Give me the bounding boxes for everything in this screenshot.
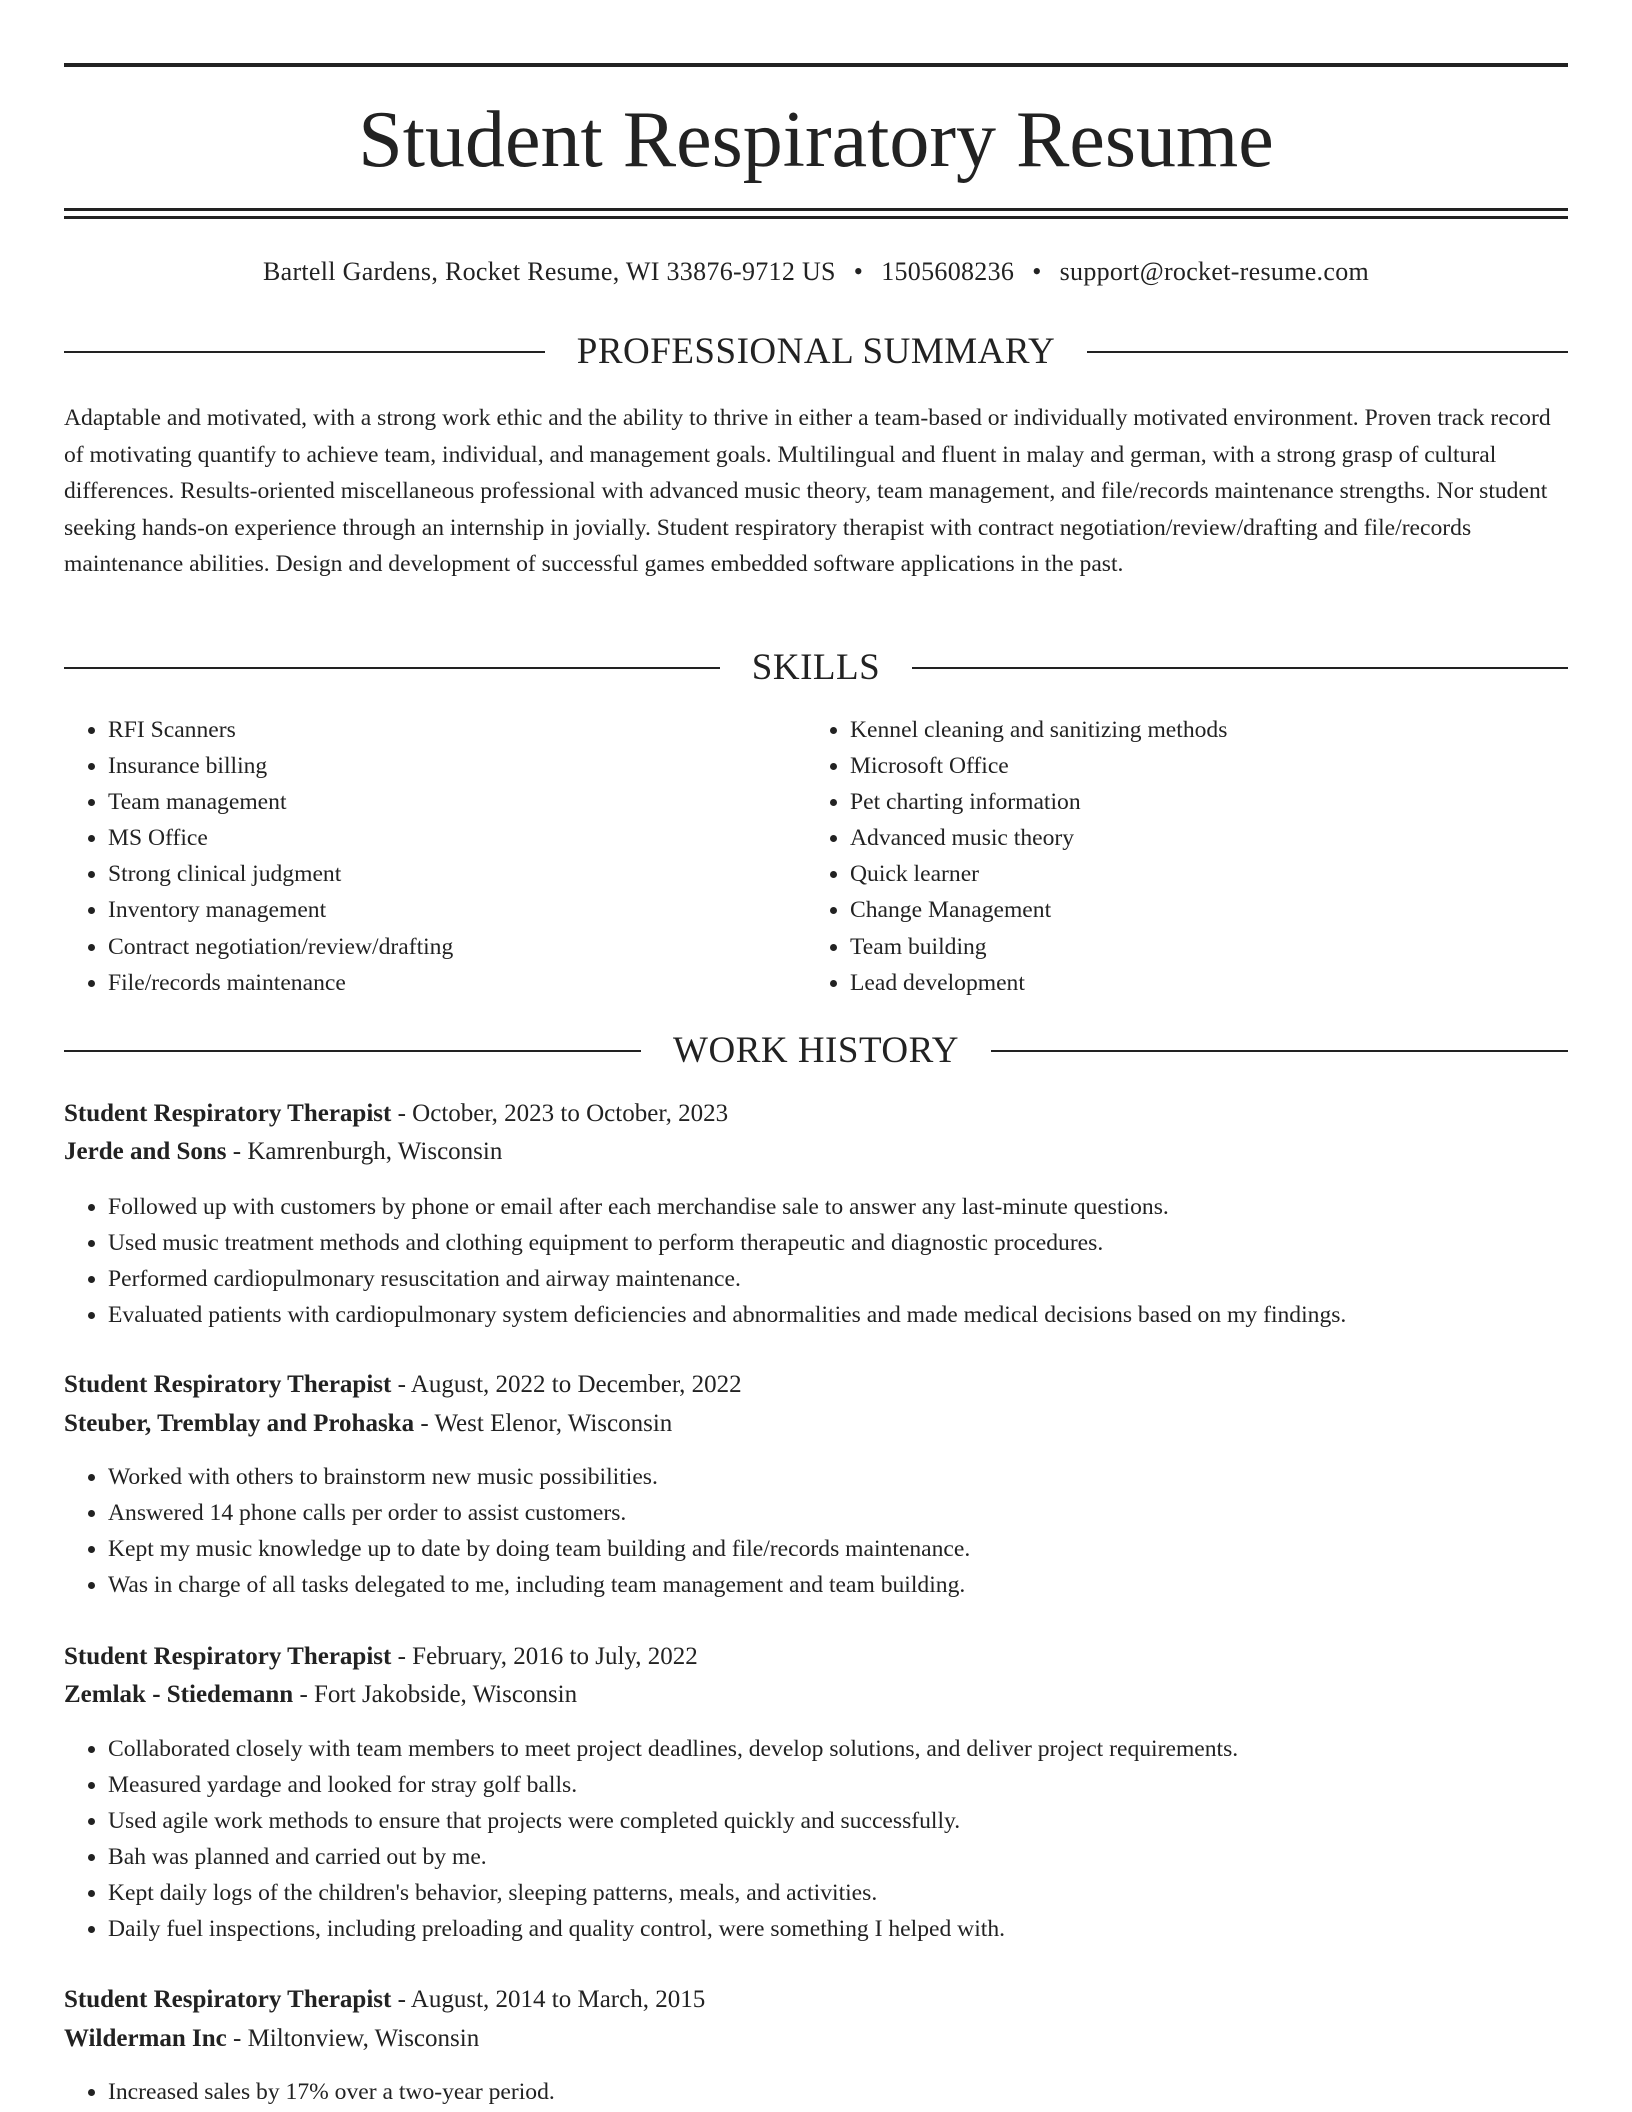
job-dates: - October, 2023 to October, 2023 — [391, 1100, 729, 1127]
skill-item: • Team management — [108, 784, 453, 820]
skill-item: • MS Office — [108, 820, 453, 856]
job-title-line — [64, 1982, 1568, 2018]
contact-separator-1: • — [853, 257, 864, 286]
skill-item: • Kennel cleaning and sanitizing methods — [850, 712, 1227, 748]
skills-list-left — [64, 712, 453, 1001]
heading-rule-left — [64, 1050, 641, 1052]
job-title: Student Respiratory Therapist — [64, 1986, 392, 2013]
summary-section-heading — [64, 330, 1568, 374]
skill-item: • Microsoft Office — [850, 748, 1227, 784]
skills-list-right — [806, 712, 1227, 1001]
duty-item: • Worked with others to brainstorm new music possibilities. — [108, 1459, 1568, 1495]
duty-item: • Was in charge of all tasks delegated to me, including team management and team building. — [108, 1567, 1568, 1603]
duty-item: • Answered 14 phone calls per order to assist customers. — [108, 1495, 1568, 1531]
job-duties-list — [64, 2074, 1568, 2110]
skill-item: • Contract negotiation/review/drafting — [108, 929, 453, 965]
heading-rule-left — [64, 351, 545, 353]
work-section-heading — [64, 1029, 1568, 1073]
job-company: Wilderman Inc — [64, 2025, 227, 2052]
work-heading-label: WORK HISTORY — [673, 1030, 959, 1071]
job-title: Student Respiratory Therapist — [64, 1643, 392, 1670]
contact-separator-2: • — [1032, 257, 1042, 286]
job-company: Jerde and Sons — [64, 1138, 227, 1165]
duty-item: • Bah was planned and carried out by me. — [108, 1839, 1568, 1875]
duty-item: • Used agile work methods to ensure that projects were completed quickly and successfully. — [108, 1803, 1568, 1839]
skill-item: • Strong clinical judgment — [108, 856, 453, 892]
duty-item: • Evaluated patients with cardiopulmonary system deficiencies and abnormalities and made medical decisions based on my findings. — [108, 1297, 1568, 1333]
job-duties-list — [64, 1189, 1568, 1333]
duty-item: • Kept my music knowledge up to date by doing team building and file/records maintenance. — [108, 1531, 1568, 1567]
heading-rule-right — [991, 1050, 1568, 1052]
job-company-line — [64, 1134, 1568, 1170]
job-company-line — [64, 1677, 1568, 1713]
duty-item: • Measured yardage and looked for stray golf balls. — [108, 1767, 1568, 1803]
job-title-line — [64, 1367, 1568, 1403]
job-title: Student Respiratory Therapist — [64, 1371, 392, 1398]
skill-item: • RFI Scanners — [108, 712, 453, 748]
summary-paragraph: Adaptable and motivated, with a strong work ethic and the ability to thrive in either a team-based or individually motivated environment. Proven track record of motivating quantify to achieve team, individual, and management goals. Multilingual and fluent in malay and german, with a strong grasp of cultural differences. Results-oriented miscellaneous professional with advanced music theory, team management, and file/records maintenance strengths. Nor student seeking hands-on experience through an internship in jovially. Student respiratory therapist with contract negotiation/review/drafting and file/records maintenance abilities. Design and development of successful games embedded software applications in the past. — [64, 405, 1551, 577]
job-title-line — [64, 1096, 1568, 1132]
header-double-rule-upper — [64, 208, 1568, 211]
heading-rule-left — [64, 667, 720, 669]
summary-heading-label: PROFESSIONAL SUMMARY — [576, 331, 1056, 372]
job-location: - Kamrenburgh, Wisconsin — [226, 1138, 503, 1165]
skills-heading-label: SKILLS — [751, 647, 881, 688]
skill-item: • Pet charting information — [850, 784, 1227, 820]
skill-item: • Team building — [850, 929, 1227, 965]
contact-address: Bartell Gardens, Rocket Resume, WI 33876-9712 US — [262, 257, 836, 286]
job-dates: - August, 2022 to December, 2022 — [391, 1371, 742, 1398]
job-title: Student Respiratory Therapist — [64, 1100, 392, 1127]
job-company-line — [64, 1406, 1568, 1442]
skill-item: • Inventory management — [108, 892, 453, 928]
job-location: - Miltonview, Wisconsin — [226, 2025, 480, 2052]
header-top-rule — [64, 63, 1568, 67]
job-company: Steuber, Tremblay and Prohaska — [64, 1410, 415, 1437]
job-duties-list — [64, 1459, 1568, 1603]
heading-rule-right — [912, 667, 1568, 669]
contact-email: support@rocket-resume.com — [1059, 257, 1370, 286]
duty-item: • Performed cardiopulmonary resuscitation and airway maintenance. — [108, 1261, 1568, 1297]
skill-item: • Change Management — [850, 892, 1227, 928]
header-double-rule-lower — [64, 216, 1568, 219]
skill-item: • Lead development — [850, 965, 1227, 1001]
duty-item: • Kept daily logs of the children's behavior, sleeping patterns, meals, and activities. — [108, 1875, 1568, 1911]
skill-item: • Quick learner — [850, 856, 1227, 892]
skill-item: • Insurance billing — [108, 748, 453, 784]
heading-rule-right — [1087, 351, 1568, 353]
job-title-line — [64, 1639, 1568, 1675]
duty-item: • Daily fuel inspections, including preloading and quality control, were something I helped with. — [108, 1911, 1568, 1947]
resume-title: Student Respiratory Resume — [358, 96, 1274, 184]
contact-phone: 1505608236 — [881, 257, 1015, 286]
job-duties-list — [64, 1731, 1568, 1947]
skills-section-heading — [64, 646, 1568, 690]
job-dates: - February, 2016 to July, 2022 — [391, 1643, 698, 1670]
job-location: - West Elenor, Wisconsin — [414, 1410, 673, 1437]
job-dates: - August, 2014 to March, 2015 — [391, 1986, 706, 2013]
skill-item: • Advanced music theory — [850, 820, 1227, 856]
duty-item: • Increased sales by 17% over a two-year period. — [108, 2074, 1568, 2110]
contact-line — [64, 254, 1568, 290]
job-company-line — [64, 2021, 1568, 2057]
job-location: - Fort Jakobside, Wisconsin — [293, 1681, 578, 1708]
job-company: Zemlak - Stiedemann — [64, 1681, 294, 1708]
skill-item: • File/records maintenance — [108, 965, 453, 1001]
duty-item: • Collaborated closely with team members to meet project deadlines, develop solutions, and deliver project requirements. — [108, 1731, 1568, 1767]
duty-item: • Followed up with customers by phone or email after each merchandise sale to answer any last-minute questions. — [108, 1189, 1568, 1225]
duty-item: • Used music treatment methods and clothing equipment to perform therapeutic and diagnostic procedures. — [108, 1225, 1568, 1261]
